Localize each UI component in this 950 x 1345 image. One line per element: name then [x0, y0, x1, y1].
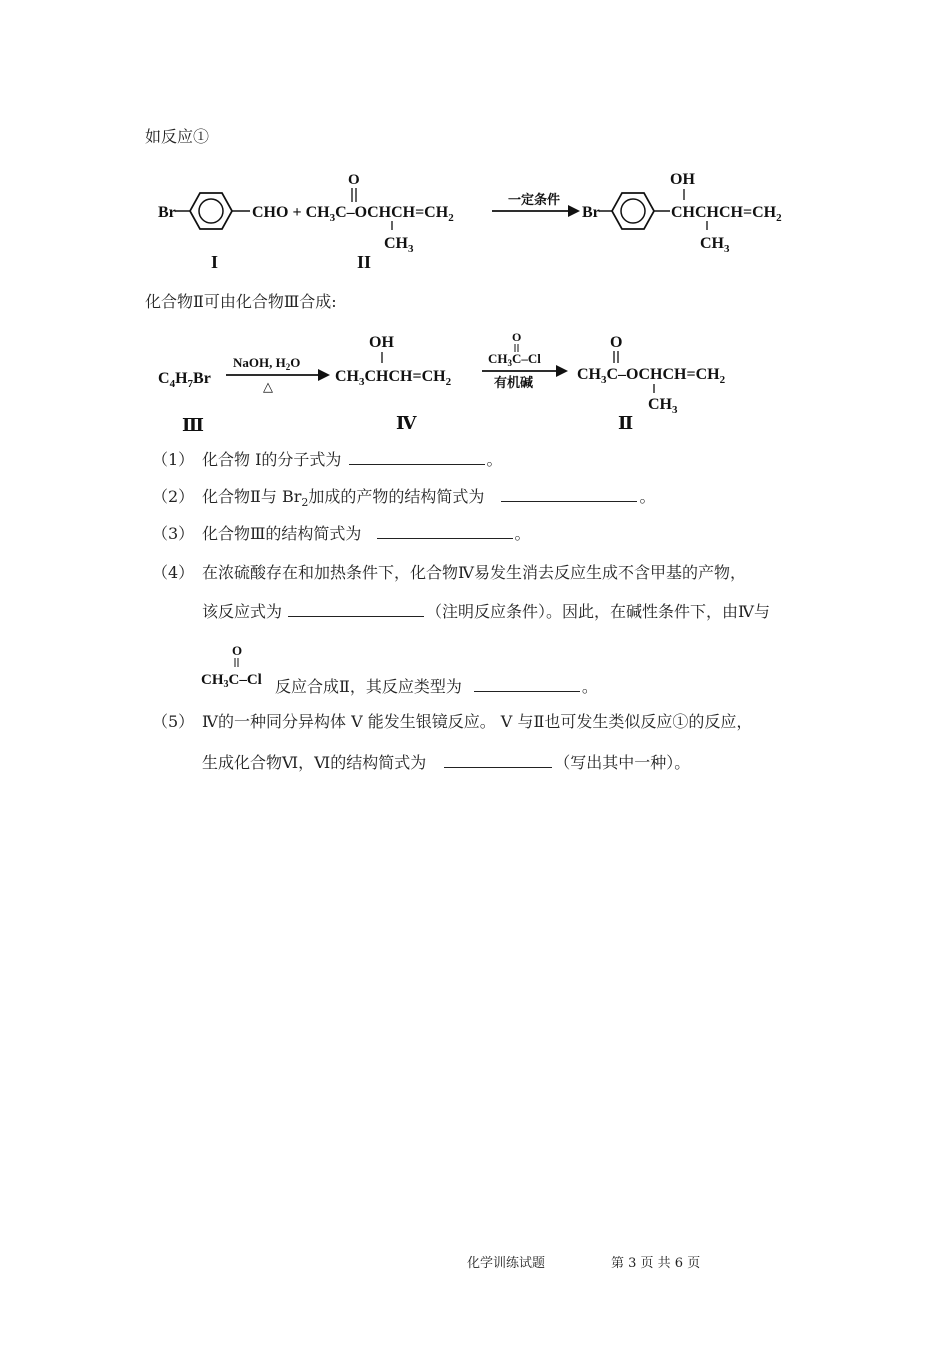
question-text: 在浓硫酸存在和加热条件下，化合物Ⅳ易发生消去反应生成不含甲基的产物， — [202, 563, 746, 582]
answer-blank[interactable] — [288, 602, 424, 617]
r2-c4h7br: $C_4H_7Br$ — [158, 370, 211, 390]
svg-text:O: O — [232, 643, 243, 658]
arrow-head-icon — [318, 369, 330, 381]
question-text: 化合物Ⅲ的结构简式为 — [202, 524, 362, 543]
label-compound-IV: Ⅳ — [396, 413, 417, 433]
question-number: （4） — [152, 563, 195, 582]
question-number: （2） — [152, 487, 195, 506]
footer-title: 化学训练试题 — [467, 1256, 546, 1271]
reaction-2-scheme — [0, 325, 950, 440]
r2-cond1-top: NaOH, $H_2O$ — [233, 355, 301, 372]
p-chain: $CHCHCH=CH_2$ — [671, 204, 782, 224]
label-compound-I: I — [211, 252, 219, 272]
answer-blank[interactable] — [377, 524, 513, 539]
question-2: （2） 化合物Ⅱ与 $Br_2$加成的产物的结构简式为 。 — [152, 487, 656, 510]
p-methyl: $CH_3$ — [700, 235, 730, 255]
r1-carbonyl-o: O — [348, 172, 360, 188]
ii-methyl: $CH_3$ — [648, 396, 678, 416]
r1-cho: CHO + $CH_3C-OCHCH=CH_2$ — [252, 204, 454, 224]
footer-page-number: 第 3 页 共 6 页 — [611, 1256, 701, 1271]
label-compound-II-b: Ⅱ — [618, 413, 634, 433]
question-5 — [152, 712, 752, 732]
answer-blank[interactable] — [501, 487, 637, 502]
question-3: （3） 化合物Ⅲ的结构简式为 。 — [152, 524, 531, 543]
ii-chain: $CH_3C-OCHCH=CH_2$ — [577, 366, 726, 386]
svg-text:CH3C–Cl: $CH_3C-Cl$ — [201, 672, 262, 690]
r2-cond2-o: O — [512, 330, 522, 344]
arrow-head-icon — [568, 205, 580, 217]
r1-condition: 一定条件 — [508, 192, 561, 207]
r2-cond2-top: $CH_3C-Cl$ — [488, 351, 541, 368]
acetyl-chloride-formula — [200, 642, 272, 692]
r2-cond1-bottom: △ — [263, 379, 273, 394]
question-1: （1） 化合物 Ⅰ的分子式为 。 — [152, 450, 503, 469]
question-text: 化合物 Ⅰ的分子式为 — [202, 450, 342, 469]
question-4-line-2: 该反应式为 （注明反应条件）。因此，在碱性条件下，由Ⅳ与 — [202, 602, 771, 621]
r2-cond2-bottom: 有机碱 — [494, 375, 534, 390]
question-4 — [152, 563, 746, 583]
iv-chain: $CH_3CHCH=CH_2$ — [335, 368, 452, 388]
iv-oh: OH — [369, 334, 394, 351]
question-number: （5） — [152, 712, 195, 731]
r1-methyl: $CH_3$ — [384, 235, 414, 255]
question-5-line-2: 生成化合物Ⅵ，Ⅵ的结构简式为 （写出其中一种）。 — [202, 753, 691, 772]
answer-blank[interactable] — [444, 753, 552, 768]
label-compound-III: Ⅲ — [182, 415, 204, 435]
benzene-ring-icon — [612, 193, 654, 229]
intro-text: 如反应① — [145, 127, 210, 146]
arrow-head-icon — [556, 365, 568, 377]
label-compound-II: II — [357, 252, 372, 272]
question-4-line-3: 反应合成Ⅱ，其反应类型为 。 — [275, 677, 598, 696]
benzene-ring-icon — [190, 193, 232, 229]
answer-blank[interactable] — [349, 450, 485, 465]
question-text: Ⅳ的一种同分异构体 Ⅴ 能发生银镜反应。 Ⅴ 与Ⅱ也可发生类似反应①的反应， — [202, 712, 753, 731]
p-br: Br — [582, 204, 600, 221]
r1-br: Br — [158, 204, 176, 221]
question-number: （1） — [152, 450, 195, 469]
question-number: （3） — [152, 524, 195, 543]
reaction-1-scheme — [0, 160, 950, 275]
ii-o: O — [610, 334, 623, 351]
p-oh: OH — [670, 171, 695, 188]
synthesis-intro: 化合物Ⅱ可由化合物Ⅲ合成: — [145, 292, 337, 311]
answer-blank[interactable] — [474, 677, 580, 692]
